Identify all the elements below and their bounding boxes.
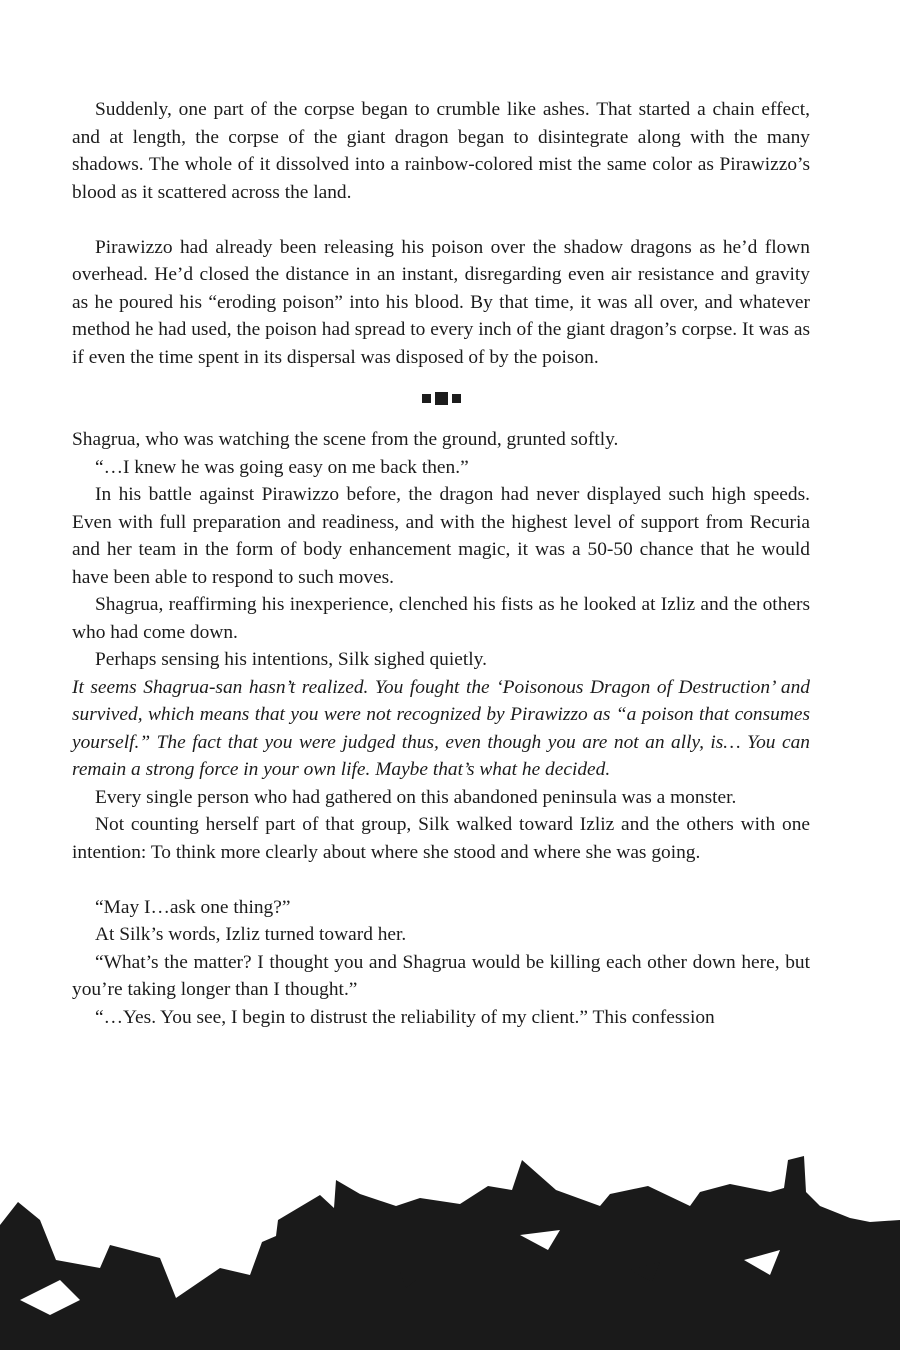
ornament-square-icon xyxy=(422,394,431,403)
page-body xyxy=(72,96,810,1031)
paragraph: In his battle against Pirawizzo before, the dragon had never displayed such high speeds. Even with full preparation and readiness, and with the highest level of support from Recuria and her team in the form of body enhancement magic, it was a 50-50 chance that he would have been able to respond to such moves. xyxy=(72,484,810,588)
dialogue-line: “What’s the matter? I thought you and Shagrua would be killing each other down here, but you’re taking longer than I thought.” xyxy=(72,951,810,1000)
dialogue-line: “May I…ask one thing?” xyxy=(95,896,291,918)
paragraph: Suddenly, one part of the corpse began to crumble like ashes. That started a chain effect, and at length, the corpse of the giant dragon began to disintegrate along with the many shadows. The whole of it dissolved into a rainbow-colored mist the same color as Pirawizzo’s blood as it scattered across the land. xyxy=(72,99,810,203)
paragraph: Pirawizzo had already been releasing his poison over the shadow dragons as he’d flown overhead. He’d closed the distance in an instant, disregarding even air resistance and gravity as he poured his “eroding poison” into his blood. By that time, it was all over, and whatever method he had used, the poison had spread to every inch of the giant dragon’s corpse. It was as if even the time spent in its dispersal was disposed of by the poison. xyxy=(72,236,810,368)
paragraph: Shagrua, who was watching the scene from the ground, grunted softly. xyxy=(72,429,619,450)
ruins-silhouette-decoration xyxy=(0,1150,900,1350)
paragraph: Perhaps sensing his intentions, Silk sighed quietly. xyxy=(95,649,487,670)
scene-break-ornament xyxy=(72,371,810,426)
ruins-silhouette-shape xyxy=(0,1156,900,1350)
thought-paragraph: It seems Shagrua-san hasn’t realized. You fought the ‘Poisonous Dragon of Destruction’ and survived, which means that you were not recognized by Pirawizzo as “a poison that consumes yourself.” The fact that you were judged thus, even though you are not an ally, is… You can remain a strong force in your own life. Maybe that’s what he decided. xyxy=(72,676,810,780)
dialogue-line: “…Yes. You see, I begin to distrust the reliability of my client.” This confession xyxy=(95,1006,715,1028)
ornament-square-icon xyxy=(452,394,461,403)
ornament-square-icon xyxy=(435,392,448,405)
paragraph-gap xyxy=(72,866,810,894)
paragraph-gap xyxy=(72,206,810,234)
paragraph: Shagrua, reaffirming his inexperience, clenched his fists as he looked at Izliz and the others who had come down. xyxy=(72,594,810,643)
paragraph: Not counting herself part of that group, Silk walked toward Izliz and the others with one intention: To think more clearly about where she stood and where she was going. xyxy=(72,814,810,863)
dialogue-line: “…I knew he was going easy on me back then.” xyxy=(95,456,469,478)
paragraph: At Silk’s words, Izliz turned toward her. xyxy=(95,924,407,945)
paragraph: Every single person who had gathered on this abandoned peninsula was a monster. xyxy=(95,786,737,808)
